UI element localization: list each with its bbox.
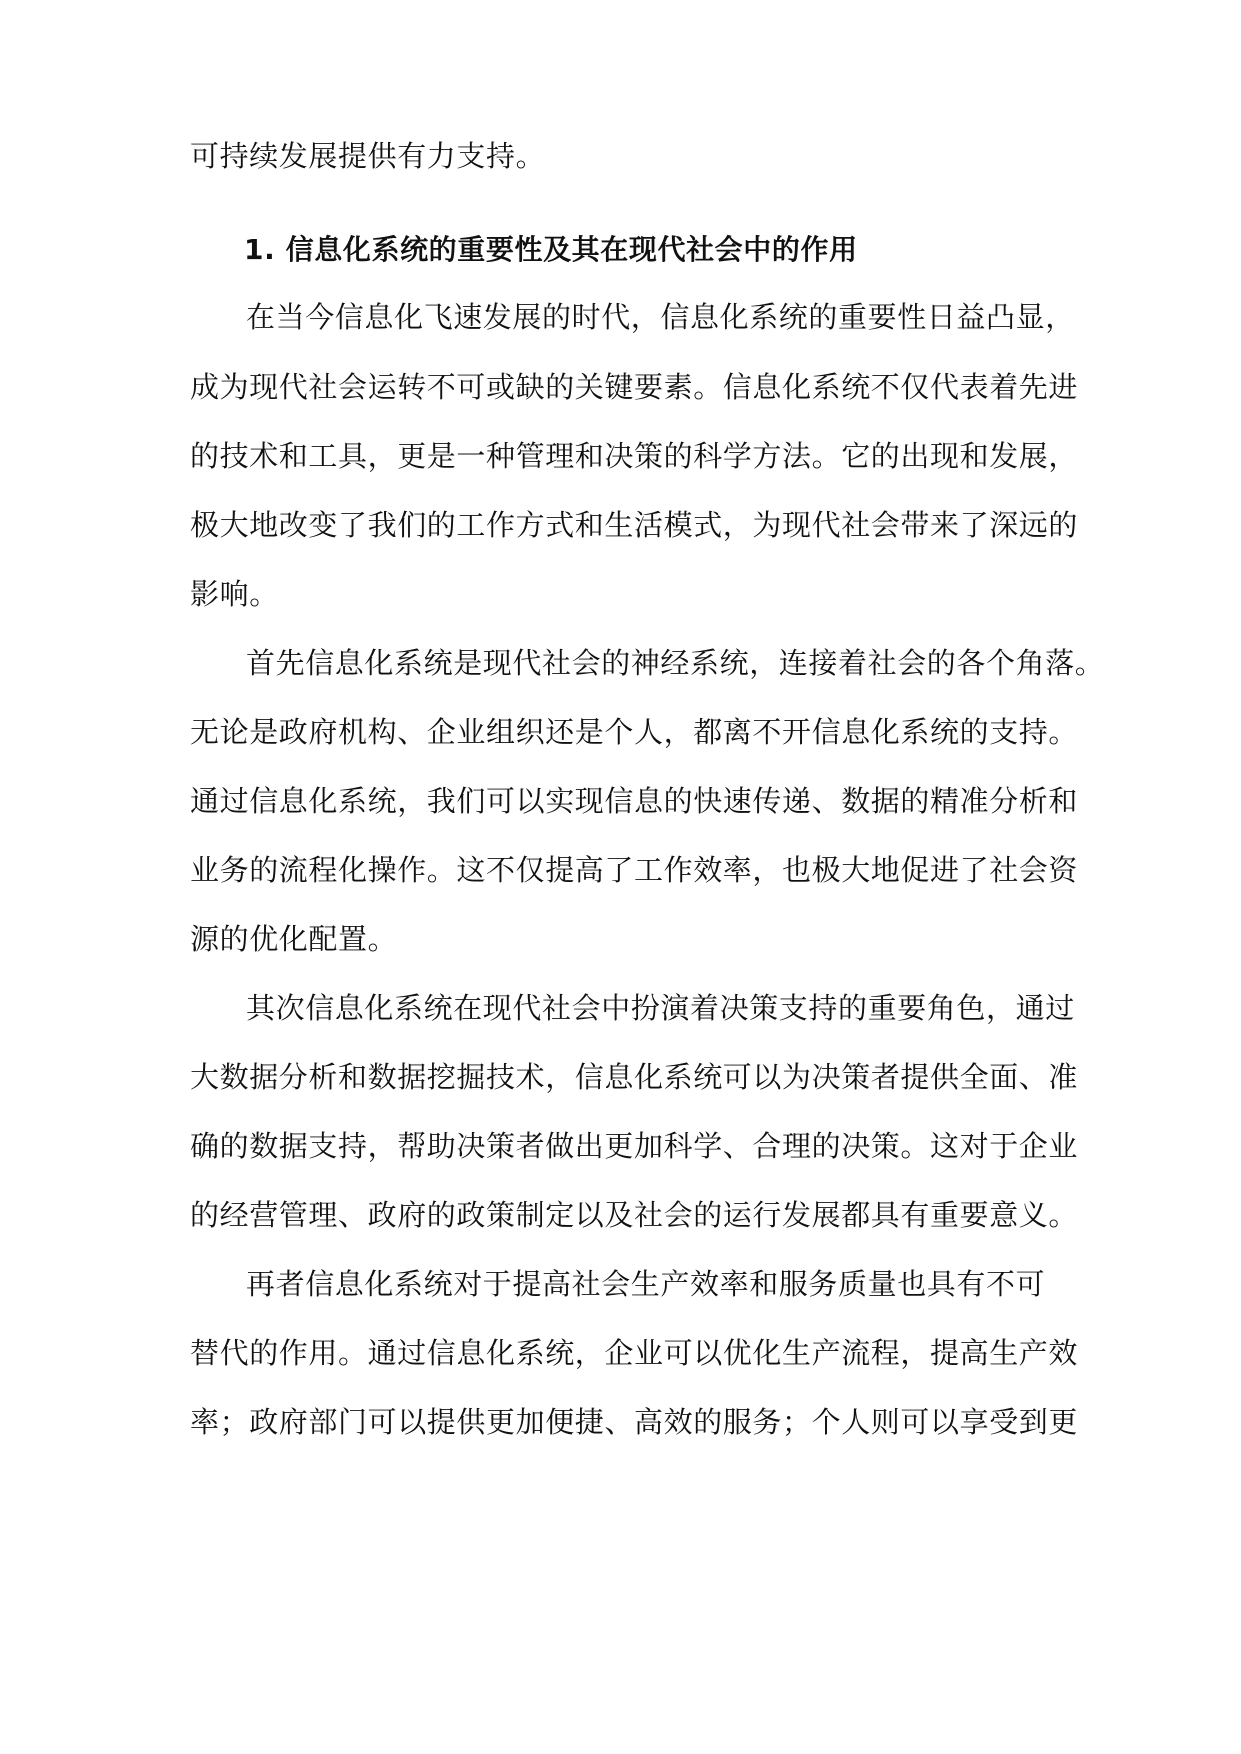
paragraph-line: 的经营管理、政府的政策制定以及社会的运行发展都具有重要意义。	[190, 1198, 1079, 1232]
paragraph-line: 确的数据支持，帮助决策者做出更加科学、合理的决策。这对于企业	[190, 1129, 1079, 1163]
paragraph-line: 首先信息化系统是现代社会的神经系统，连接着社会的各个角落。	[246, 646, 1105, 680]
paragraph-line: 可持续发展提供有力支持。	[190, 139, 546, 173]
paragraph-line: 源的优化配置。	[190, 922, 398, 956]
section-heading: 1. 信息化系统的重要性及其在现代社会中的作用	[244, 233, 858, 266]
paragraph-line: 的技术和工具，更是一种管理和决策的科学方法。它的出现和发展，	[190, 439, 1079, 473]
paragraph-line: 业务的流程化操作。这不仅提高了工作效率，也极大地促进了社会资	[190, 853, 1079, 887]
paragraph-line: 无论是政府机构、企业组织还是个人，都离不开信息化系统的支持。	[190, 715, 1079, 749]
paragraph-line: 再者信息化系统对于提高社会生产效率和服务质量也具有不可	[246, 1267, 1046, 1301]
paragraph-line: 其次信息化系统在现代社会中扮演着决策支持的重要角色，通过	[246, 991, 1075, 1025]
paragraph-line: 影响。	[190, 577, 279, 611]
paragraph-line: 成为现代社会运转不可或缺的关键要素。信息化系统不仅代表着先进	[190, 370, 1079, 404]
paragraph-line: 替代的作用。通过信息化系统，企业可以优化生产流程，提高生产效	[190, 1336, 1079, 1370]
paragraph-line: 在当今信息化飞速发展的时代，信息化系统的重要性日益凸显，	[246, 300, 1075, 334]
paragraph-line: 通过信息化系统，我们可以实现信息的快速传递、数据的精准分析和	[190, 784, 1079, 818]
paragraph-line: 大数据分析和数据挖掘技术，信息化系统可以为决策者提供全面、准	[190, 1060, 1079, 1094]
paragraph-line: 极大地改变了我们的工作方式和生活模式，为现代社会带来了深远的	[190, 508, 1079, 542]
paragraph-line: 率；政府部门可以提供更加便捷、高效的服务；个人则可以享受到更	[190, 1405, 1079, 1439]
